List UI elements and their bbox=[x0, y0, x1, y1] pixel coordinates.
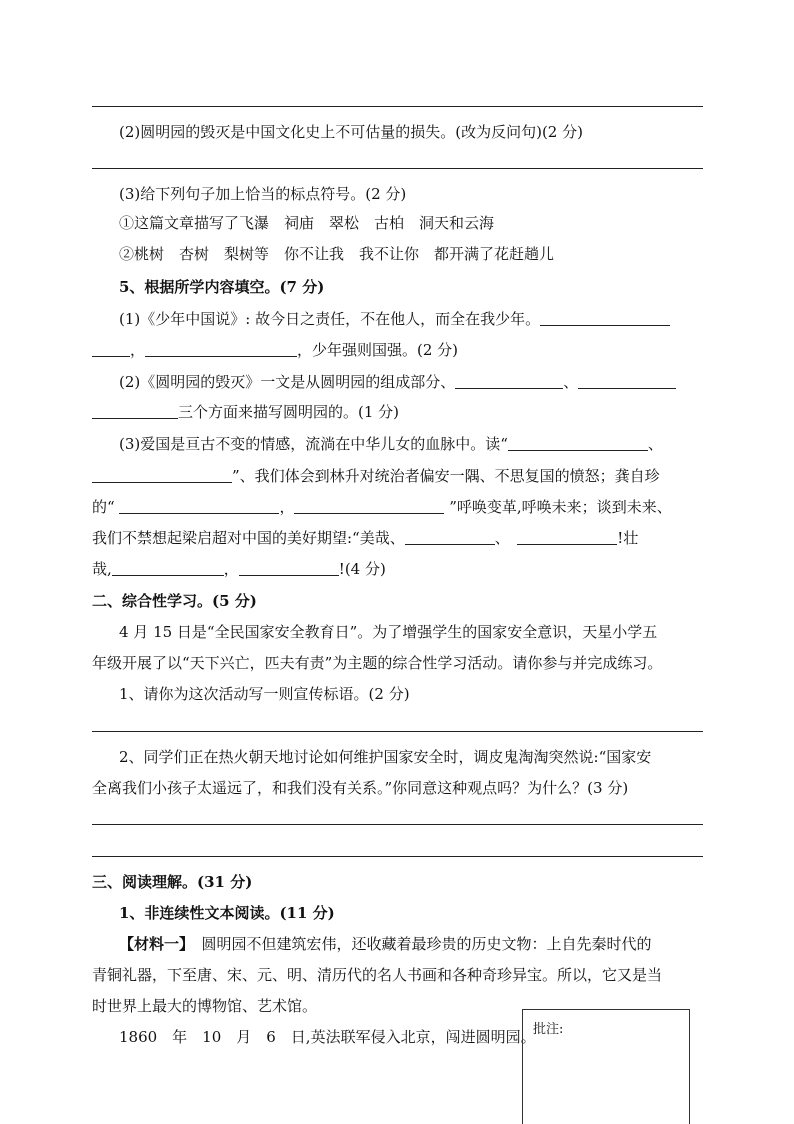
fill-blank[interactable] bbox=[508, 436, 648, 451]
question-4-3-sentence-1: ①这篇文章描写了飞瀑 祠庙 翠松 古柏 洞天和云海 bbox=[119, 214, 495, 232]
answer-line[interactable] bbox=[92, 168, 703, 169]
fill-blank[interactable] bbox=[455, 374, 563, 389]
question-5-3-text-8: !(4 分) bbox=[338, 560, 386, 578]
question-5-1-line-1 bbox=[119, 309, 670, 329]
question-4-3: (3)给下列句子加上恰当的标点符号。(2 分) bbox=[119, 185, 407, 203]
material-1-label: 【材料一】 bbox=[119, 935, 187, 953]
fill-blank[interactable] bbox=[405, 530, 495, 545]
question-5-title: 5、根据所学内容填空。(7 分) bbox=[119, 278, 325, 296]
material-1-line-2: 青铜礼器，下至唐、宋、元、明、清历代的名人书画和各种奇珍异宝。所以，它又是当 bbox=[92, 966, 663, 984]
fill-blank[interactable] bbox=[112, 561, 224, 576]
separator-text: 、 bbox=[647, 435, 663, 453]
question-5-2-line-2 bbox=[92, 402, 399, 422]
section-2-question-1: 1、请你为这次活动写一则宣传标语。(2 分) bbox=[119, 685, 410, 703]
section-2-paragraph-line-2: 年级开展了以“天下兴亡，匹夫有责”为主题的综合性学习活动。请你参与并完成练习。 bbox=[92, 654, 663, 672]
fill-blank[interactable] bbox=[578, 374, 676, 389]
fill-blank[interactable] bbox=[517, 530, 617, 545]
question-5-3-line-5 bbox=[92, 559, 386, 579]
separator-text: 、 bbox=[563, 373, 579, 391]
question-5-3-text-6: !壮 bbox=[617, 529, 639, 547]
fill-blank[interactable] bbox=[294, 499, 444, 514]
question-5-3-text-7: 哉, bbox=[92, 560, 112, 578]
fill-blank[interactable] bbox=[92, 468, 232, 483]
annotation-box[interactable] bbox=[522, 1009, 690, 1124]
section-2-question-2-line-1: 2、同学们正在热火朝天地讨论如何维护国家安全时，调皮鬼淘淘突然说:“国家安 bbox=[119, 748, 652, 766]
question-5-3-text-5: 我们不禁想起梁启超对中国的美好期望:“美哉、 bbox=[92, 529, 405, 547]
section-2-paragraph-line-1: 4 月 15 日是“全民国家安全教育日”。为了增强学生的国家安全意识，天星小学五 bbox=[119, 623, 658, 641]
material-1-line-3: 时世界上最大的博物馆、艺术馆。 bbox=[92, 997, 318, 1015]
question-5-1-text-end: ，少年强则国强。(2 分) bbox=[297, 341, 459, 359]
question-5-3-line-2 bbox=[92, 466, 660, 486]
annotation-label: 批注: bbox=[533, 1022, 564, 1037]
question-5-2-text: (2)《圆明园的毁灭》一文是从圆明园的组成部分、 bbox=[119, 373, 456, 391]
fill-blank[interactable] bbox=[145, 342, 297, 357]
material-1-line-4: 1860 年 10 月 6 日,英法联军侵入北京，闯进圆明园。 bbox=[119, 1028, 536, 1046]
fill-blank[interactable] bbox=[540, 311, 670, 326]
answer-line[interactable] bbox=[92, 731, 703, 732]
section-3-title: 三、阅读理解。(31 分) bbox=[92, 873, 253, 891]
question-5-3-text-3: 的“ bbox=[92, 498, 115, 516]
question-5-3-text-4: ”呼唤变革,呼唤未来；谈到未来、 bbox=[449, 498, 672, 516]
question-5-3-line-1 bbox=[119, 434, 663, 454]
separator-text: 、 bbox=[494, 529, 503, 547]
question-5-2-text-end: 三个方面来描写圆明园的。(1 分) bbox=[178, 403, 400, 421]
question-5-1-line-2 bbox=[92, 340, 458, 360]
separator-text: ， bbox=[279, 498, 295, 516]
section-3-question-1: 1、非连续性文本阅读。(11 分) bbox=[119, 904, 335, 922]
material-1-text: 圆明园不但建筑宏伟，还收藏着最珍贵的历史文物：上自先秦时代的 bbox=[186, 935, 652, 953]
answer-line[interactable] bbox=[92, 856, 703, 857]
fill-blank[interactable] bbox=[92, 342, 130, 357]
question-5-3-text: (3)爱国是亘古不变的情感，流淌在中华儿女的血脉中。读“ bbox=[119, 435, 508, 453]
question-4-2: (2)圆明园的毁灭是中国文化史上不可估量的损失。(改为反问句)(2 分) bbox=[119, 123, 583, 141]
fill-blank[interactable] bbox=[92, 404, 178, 419]
material-1-line-1 bbox=[119, 934, 652, 954]
fill-blank[interactable] bbox=[119, 499, 279, 514]
question-4-3-sentence-2: ②桃树 杏树 梨树等 你不让我 我不让你 都开满了花赶趟儿 bbox=[119, 245, 555, 263]
question-5-1-text: (1)《少年中国说》: 故今日之责任，不在他人，而全在我少年。 bbox=[119, 310, 541, 328]
answer-line[interactable] bbox=[92, 106, 703, 107]
separator-text: ， bbox=[130, 341, 146, 359]
question-5-3-text-2: ”、我们体会到林升对统治者偏安一隅、不思复国的愤怒；龚自珍 bbox=[232, 467, 660, 485]
answer-line[interactable] bbox=[92, 824, 703, 825]
question-5-3-line-3 bbox=[92, 497, 672, 517]
fill-blank[interactable] bbox=[239, 561, 339, 576]
separator-text: ， bbox=[223, 560, 239, 578]
question-5-3-line-4 bbox=[92, 528, 638, 548]
question-5-2-line-1 bbox=[119, 372, 676, 392]
section-2-question-2-line-2: 全离我们小孩子太遥远了，和我们没有关系。”你同意这种观点吗？为什么？(3 分) bbox=[92, 779, 629, 797]
section-2-title: 二、综合性学习。(5 分) bbox=[92, 592, 257, 610]
